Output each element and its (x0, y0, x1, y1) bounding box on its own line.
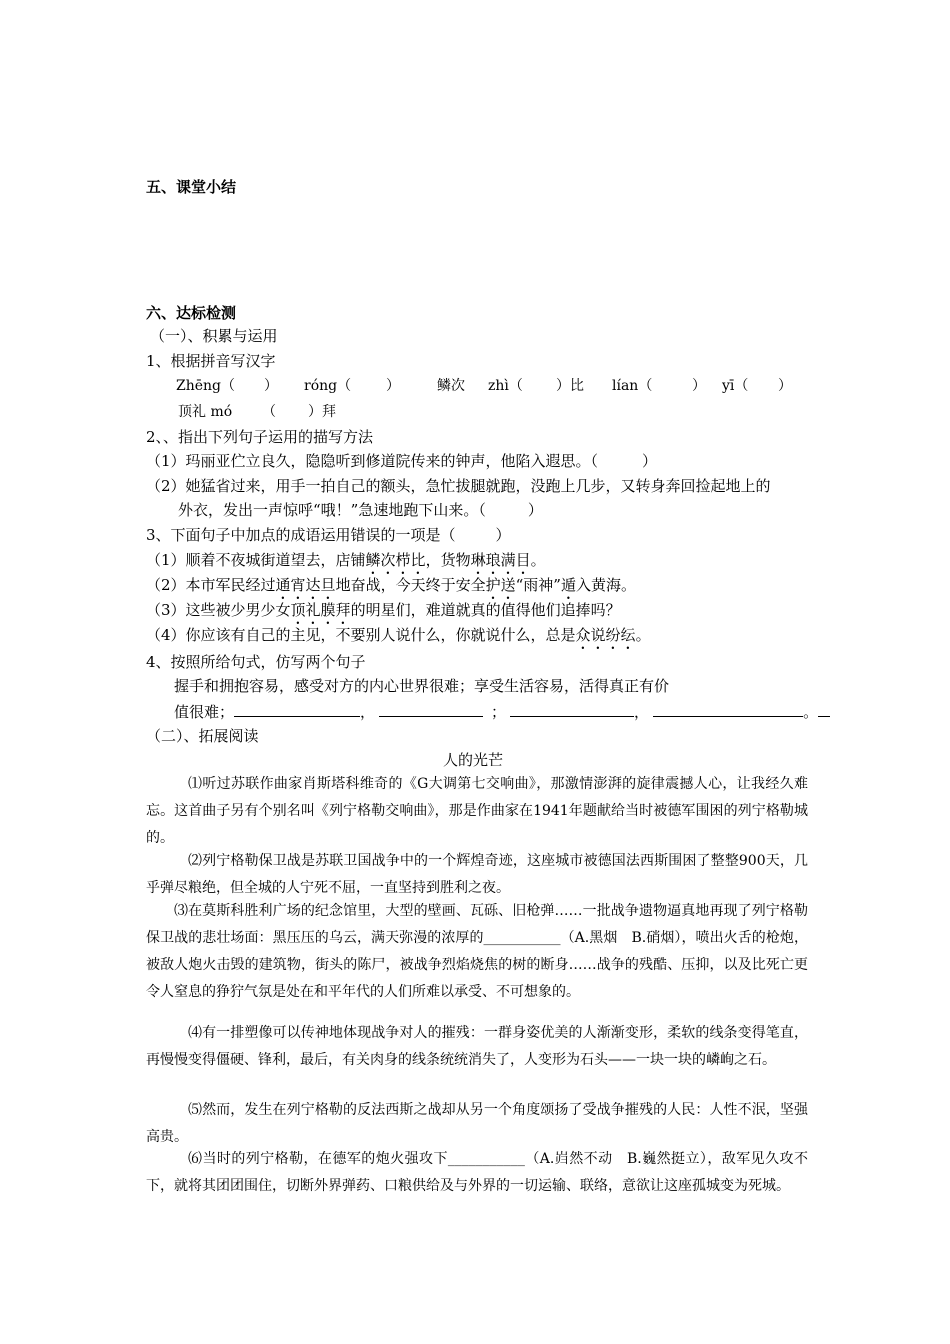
part-2-heading: （二）、拓展阅读 (146, 727, 259, 745)
q4-blank-2[interactable] (379, 702, 483, 717)
q3-s3-end: 的明星们，难道就真的值得他们追捧吗？ (350, 601, 621, 619)
q4-sep: ， (360, 703, 376, 721)
q1-pinyin-rong: róng（ (304, 378, 352, 394)
q1-word-linci: 鳞次 (437, 378, 465, 394)
q4-answer-line (174, 702, 830, 722)
q1-pinyin-lian: lían（ (612, 378, 653, 394)
q3-sentence-4 (146, 625, 651, 653)
q2-sentence-1-paren: ） (642, 452, 658, 470)
reading-paragraph-3: ⑶在莫斯科胜利广场的纪念馆里，大型的壁画、瓦砾、旧枪弹……一批战争遗物逼真地再现了列宁格勒保卫战的悲壮场面：黑压压的乌云，满天弥漫的浓厚的___________（A.黑烟 B.硝烟），喷出火舌的枪炮，被敌人炮火击毁的建筑物，街头的陈尸，被战争烈焰烧焦的树的断身……战争的残酷、压抑，以及比死亡更令人窒息的狰狞气氛是处在和平年代的人们所难以承受、不可想象的。 (146, 903, 808, 1000)
q1-pinyin-yi: yī（ (722, 378, 749, 394)
q1-pinyin-zheng: Zhēng（ (176, 378, 236, 394)
q3-s2-mid: 地奋战，今天终于安全 (335, 576, 486, 594)
q2-title: 2、、指出下列句子运用的描写方法 (146, 428, 374, 446)
q3-title-text: 3、下面句子中加点的成语运用错误的一项是（ (146, 526, 456, 544)
q4-model-sentence-1: 握手和拥抱容易，感受对方的内心世界很难；享受生活容易，活得真正有价 (174, 677, 670, 695)
q1-row2 (178, 402, 478, 422)
q1-paren-close: ） (386, 378, 400, 394)
reading-paragraph-1: ⑴听过苏联作曲家肖斯塔科维奇的《G大调第七交响曲》，那激情澎湃的旋律震撼人心，让我经久难忘。这首曲子另有个别名叫《列宁格勒交响曲》，那是作曲家在1941年题献给当时被德军围困的列宁格勒城的。 (146, 776, 808, 846)
q3-s4-end: 。 (635, 626, 651, 644)
q4-model-sentence-2: 值很难； (174, 703, 235, 721)
section-5-title: 五、课堂小结 (146, 178, 237, 196)
section-6-title: 六、达标检测 (146, 304, 237, 322)
q3-s3-pre: （3）这些被少男少女 (146, 601, 291, 619)
q3-s2-idiom: 通宵达旦 (275, 576, 336, 594)
q4-blank-tail (818, 702, 830, 717)
q1-title: 1、根据拼音写汉字 (146, 352, 276, 370)
reading-paragraph-4: ⑷有一排塑像可以传神地体现战争对人的摧残：一群身姿优美的人渐渐变形，柔软的线条变得笔直，再慢慢变得僵硬、锋利，最后，有关肉身的线条统统消失了，人变形为石头——一块一块的嶙峋之石。 (146, 1025, 808, 1068)
q3-s1-idiom-2: 琳琅满目 (470, 551, 531, 569)
q3-s4-idiom: 众说纷纭 (575, 626, 636, 644)
q3-s4-pre: （4）你应该有自己的主见，不要别人说什么，你就说什么，总是 (146, 626, 576, 644)
q1-pinyin-zhi: zhì（ (488, 378, 523, 394)
q3-s2-mid2: “雨神” (515, 576, 561, 594)
q1-paren-close-bi: ）比 (556, 378, 584, 394)
reading-paragraph-5: ⑸然而，发生在列宁格勒的反法西斯之战却从另一个角度颂扬了受战争摧残的人民：人性不泯，坚强高贵。 (146, 1102, 808, 1145)
q1-paren-open: （ (262, 404, 276, 420)
q4-sep: ； (491, 703, 507, 721)
q2-sentence-2a: （2）她猛省过来，用手一拍自己的额头，急忙拔腿就跑，没跑上几步，又转身奔回捡起地上的 (146, 477, 771, 495)
reading-paragraph-6: ⑹当时的列宁格勒，在德军的炮火强攻下___________（A.岿然不动 B.巍然挺立），敌军见久攻不下，就将其团团围住，切断外界弹药、口粮供给及与外界的一切运输、联络，意欲让这座孤城变为死城。 (146, 1151, 808, 1194)
q1-paren-close: ） (264, 378, 278, 394)
q3-title (146, 525, 511, 545)
q2-sentence-2b-text: 外衣，发出一声惊呼“哦！”急速地跑下山来。（ (178, 501, 486, 519)
q3-s1-end: 。 (530, 551, 546, 569)
q3-s3-idiom: 顶礼膜拜 (290, 601, 351, 619)
q4-blank-1[interactable] (234, 702, 360, 717)
q4-blank-3[interactable] (510, 702, 634, 717)
q4-end: 。 (803, 703, 819, 721)
part-1-heading: （一）、积累与运用 (150, 327, 278, 345)
q1-paren-close-bai: ）拜 (308, 404, 336, 420)
q4-title: 4、按照所给句式，仿写两个句子 (146, 653, 366, 671)
q2-sentence-1 (146, 451, 657, 471)
q1-paren-close: ） (778, 378, 792, 394)
q3-s1-mid: ，货物 (425, 551, 471, 569)
q3-sentence-2 (146, 575, 636, 603)
q1-word-dingli: 顶礼 mó (178, 404, 233, 420)
q3-title-paren: ） (495, 526, 511, 544)
reading-title: 人的光芒 (443, 751, 504, 769)
q1-paren-close: ） (692, 378, 706, 394)
q3-s2-dotted-char: 遁 (560, 576, 576, 594)
q3-sentence-1 (146, 550, 546, 578)
q3-s2-end: 入黄海。 (575, 576, 636, 594)
q3-s1-pre: （1）顺着不夜城街道望去，店铺 (146, 551, 366, 569)
q3-sentence-3 (146, 600, 621, 628)
q4-sep: ， (634, 703, 650, 721)
q3-s2-pre: （2）本市军民经过 (146, 576, 276, 594)
q2-sentence-2b-paren: ） (527, 501, 543, 519)
q2-sentence-2b (178, 500, 543, 520)
q3-s2-dotted-word: 护送 (485, 576, 516, 594)
reading-paragraph-2: ⑵列宁格勒保卫战是苏联卫国战争中的一个辉煌奇迹，这座城市被德国法西斯围困了整整900天，几乎弹尽粮绝，但全城的人宁死不屈，一直坚持到胜利之夜。 (146, 853, 808, 896)
q1-row1 (176, 376, 816, 396)
q3-s1-idiom: 鳞次栉比 (365, 551, 426, 569)
q2-sentence-1-text: （1）玛丽亚伫立良久，隐隐听到修道院传来的钟声，他陷入遐思。（ (146, 452, 599, 470)
q4-blank-4[interactable] (653, 702, 803, 717)
